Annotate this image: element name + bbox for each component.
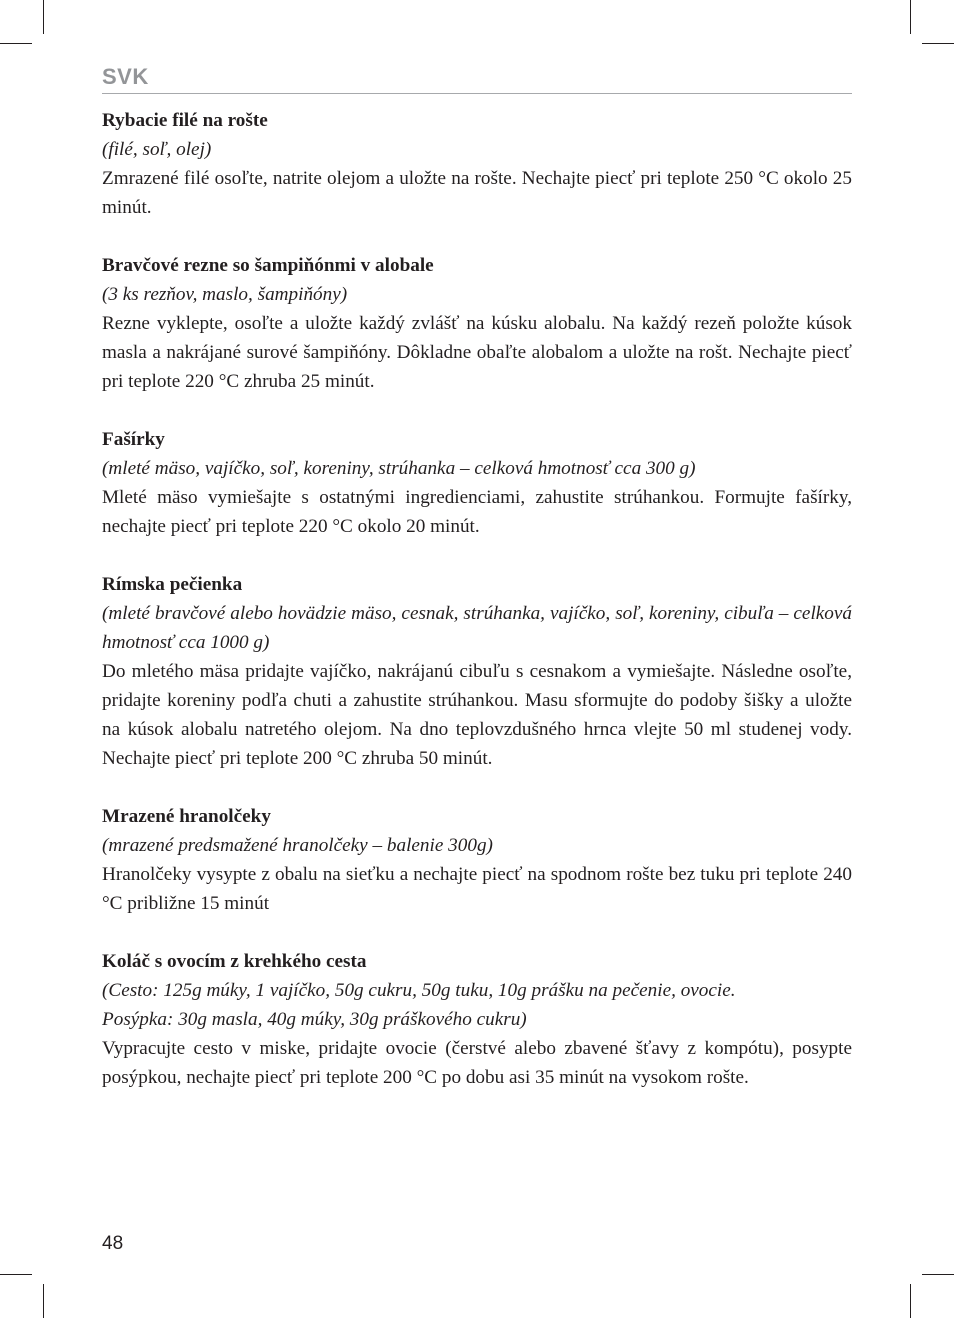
crop-mark xyxy=(43,1284,44,1318)
recipe-instructions: Rezne vyklepte, osoľte a uložte každý zvlášť na kúsku alobalu. Na každý rezeň položte kúsok masla a nakrájané surové šampiňóny. Dôkladne obaľte alobalom a uložte na rošt. Nechajte piecť pri teplote 220 °C zhruba 25 minút. xyxy=(102,313,852,392)
recipe-section xyxy=(102,425,852,541)
recipe-ingredients xyxy=(102,135,852,164)
ingredients-line: (filé, soľ, olej) xyxy=(102,139,212,160)
recipe-section xyxy=(102,947,852,1092)
ingredients-line: (mleté mäso, vajíčko, soľ, koreniny, strúhanka – celková hmotnosť cca 300 g) xyxy=(102,458,696,479)
recipe-ingredients xyxy=(102,280,852,309)
recipe-title: Rímska pečienka xyxy=(102,574,243,595)
recipe-ingredients xyxy=(102,599,852,657)
crop-mark xyxy=(0,43,32,44)
recipe-title: Bravčové rezne so šampiňónmi v alobale xyxy=(102,255,434,276)
recipe-section xyxy=(102,570,852,773)
recipe-instructions: Vypracujte cesto v miske, pridajte ovocie (čerstvé alebo zbavené šťavy z kompótu), posypte posýpkou, nechajte piecť pri teplote 200 °C po dobu asi 35 minút na vysokom rošte. xyxy=(102,1038,852,1088)
recipe-title: Fašírky xyxy=(102,429,165,450)
recipe-ingredients xyxy=(102,831,852,860)
ingredients-line: (Cesto: 125g múky, 1 vajíčko, 50g cukru, 50g tuku, 10g prášku na pečenie, ovocie. xyxy=(102,980,736,1001)
crop-mark xyxy=(43,0,44,34)
recipe-ingredients xyxy=(102,976,852,1034)
header-divider xyxy=(102,93,852,94)
recipe-instructions: Hranolčeky vysypte z obalu na sieťku a nechajte piecť na spodnom rošte bez tuku pri teplote 240 °C približne 15 minút xyxy=(102,864,852,914)
crop-mark xyxy=(0,1274,32,1275)
ingredients-line: (mrazené predsmažené hranolčeky – balenie 300g) xyxy=(102,835,493,856)
recipe-list xyxy=(102,106,852,1121)
ingredients-line: (3 ks rezňov, maslo, šampiňóny) xyxy=(102,284,348,305)
ingredients-line: (mleté bravčové alebo hovädzie mäso, cesnak, strúhanka, vajíčko, soľ, koreniny, cibuľa – celková hmotnosť cca 1000 g) xyxy=(102,603,852,653)
recipe-section xyxy=(102,106,852,222)
recipe-title: Mrazené hranolčeky xyxy=(102,806,271,827)
language-code: SVK xyxy=(102,64,149,89)
recipe-title: Rybacie filé na rošte xyxy=(102,110,268,131)
crop-mark xyxy=(910,0,911,34)
recipe-section xyxy=(102,802,852,918)
crop-mark xyxy=(922,1274,954,1275)
recipe-instructions: Zmrazené filé osoľte, natrite olejom a uložte na rošte. Nechajte piecť pri teplote 250 °C okolo 25 minút. xyxy=(102,168,852,218)
recipe-section xyxy=(102,251,852,396)
crop-mark xyxy=(910,1284,911,1318)
recipe-ingredients xyxy=(102,454,852,483)
recipe-title: Koláč s ovocím z krehkého cesta xyxy=(102,951,367,972)
page-number: 48 xyxy=(102,1233,124,1254)
recipe-instructions: Mleté mäso vymiešajte s ostatnými ingredienciami, zahustite strúhankou. Formujte fašírky, nechajte piecť pri teplote 220 °C okolo 20 minút. xyxy=(102,487,852,537)
recipe-instructions: Do mletého mäsa pridajte vajíčko, nakrájanú cibuľu s cesnakom a vymiešajte. Následne osoľte, pridajte koreniny podľa chuti a zahustite strúhankou. Masu sformujte do podoby šišky a uložte na kúsok alobalu natretého olejom. Na dno teplovzdušného hrnca vlejte 50 ml studenej vody. Nechajte piecť pri teplote 200 °C zhruba 50 minút. xyxy=(102,661,852,769)
crop-mark xyxy=(922,43,954,44)
ingredients-line: Posýpka: 30g masla, 40g múky, 30g práškového cukru) xyxy=(102,1009,527,1030)
